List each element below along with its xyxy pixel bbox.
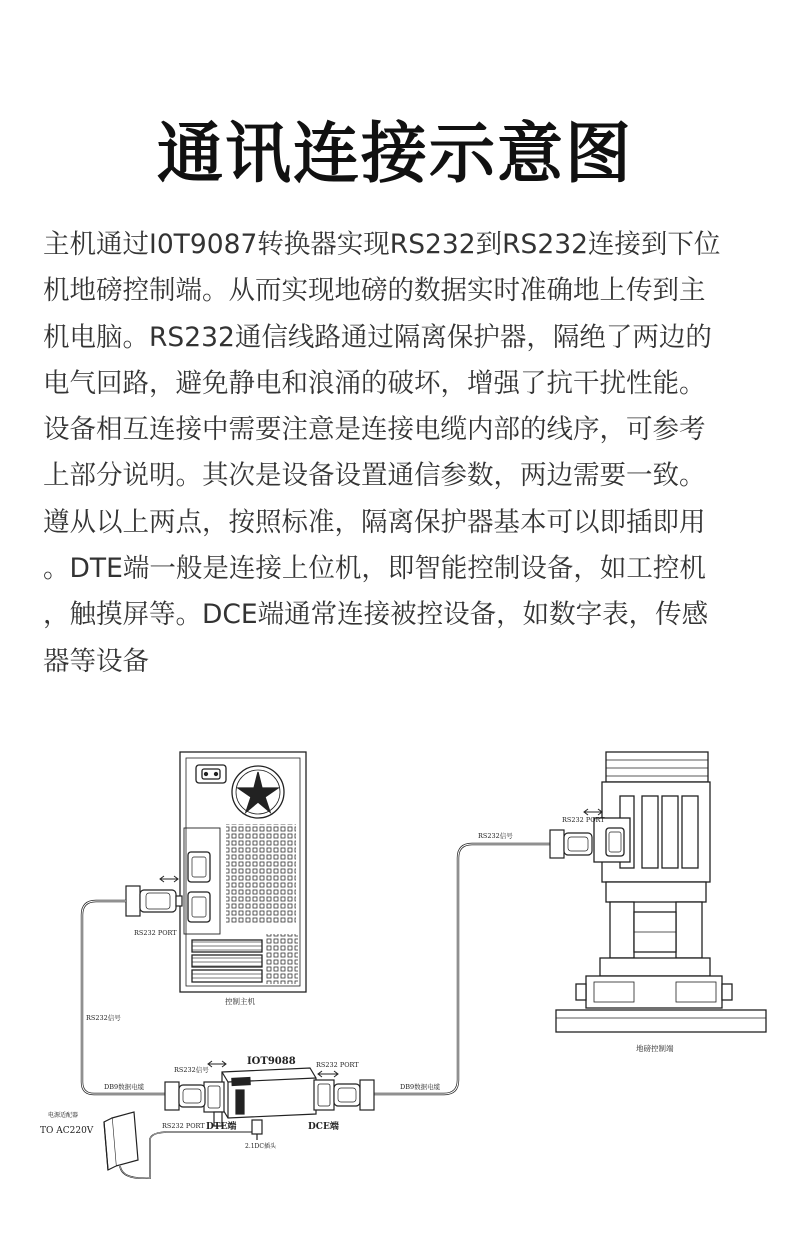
scale-signal-label: RS232信号 [478, 832, 513, 840]
page-title: 通讯连接示意图 [157, 115, 633, 192]
scale-label: 地磅控制端 [636, 1044, 674, 1053]
description-line: 器等设备 [43, 645, 149, 677]
description-line: 机电脑。RS232通信线路通过隔离保护器，隔绝了两边的 [43, 321, 712, 353]
description-line: ，触摸屏等。DCE端通常连接被控设备，如数字表，传感 [43, 599, 709, 631]
right-cable [374, 844, 550, 1094]
bidirectional-arrow-icon [584, 809, 602, 815]
description-line: 电气回路，避免静电和浪涌的破坏，增强了抗干扰性能。 [43, 367, 706, 399]
power-input-label: TO AC220V [40, 1126, 94, 1136]
bidirectional-arrow-icon [160, 876, 178, 882]
device-right-port: RS232 PORT [316, 1061, 359, 1069]
db9-connector-icon [165, 1082, 205, 1110]
dce-label: DCE端 [308, 1122, 339, 1132]
dte-label: DTE端 [206, 1122, 237, 1132]
scale-port-label: RS232 PORT [562, 816, 605, 824]
description-line: 主机通过I0T9087转换器实现RS232到RS232连接到下位 [43, 229, 721, 260]
right-cable-label: DB9数据电缆 [400, 1083, 441, 1091]
left-signal-label: RS232信号 [86, 1014, 121, 1022]
left-cable-label: DB9数据电缆 [104, 1083, 145, 1091]
device-brand: UTEK [238, 1095, 244, 1110]
host-label: 控制主机 [225, 997, 255, 1006]
db9-connector-icon [334, 1080, 374, 1110]
bidirectional-arrow-icon [318, 1071, 338, 1077]
power-label: 电源适配器 [48, 1112, 79, 1119]
device-left-port: RS232 PORT [162, 1122, 205, 1130]
device-left-signal: RS232信号 [174, 1066, 209, 1074]
description-line: 遵从以上两点，按照标准，隔离保护器基本可以即插即用 [43, 506, 706, 538]
description-line: 机地磅控制端。从而实现地磅的数据实时准确地上传到主 [43, 275, 706, 307]
dc-plug-label: 2.1DC插头 [245, 1143, 276, 1150]
truck-scale-controller [556, 752, 766, 1032]
db9-port-icon [606, 828, 624, 856]
description-line: 上部分说明。其次是设备设置通信参数，两边需要一致。 [43, 460, 706, 492]
db9-connector-icon [550, 830, 592, 858]
host-pc [180, 752, 306, 992]
description-line: 设备相互连接中需要注意是连接电缆内部的线序，可参考 [43, 414, 706, 446]
description-line: 。DTE端一般是连接上位机，即智能控制设备，如工控机 [43, 553, 706, 585]
bidirectional-arrow-icon [208, 1061, 226, 1067]
host-port-label: RS232 PORT [134, 929, 177, 937]
db9-connector-icon [120, 886, 182, 916]
device-model: IOT9088 [247, 1056, 296, 1067]
